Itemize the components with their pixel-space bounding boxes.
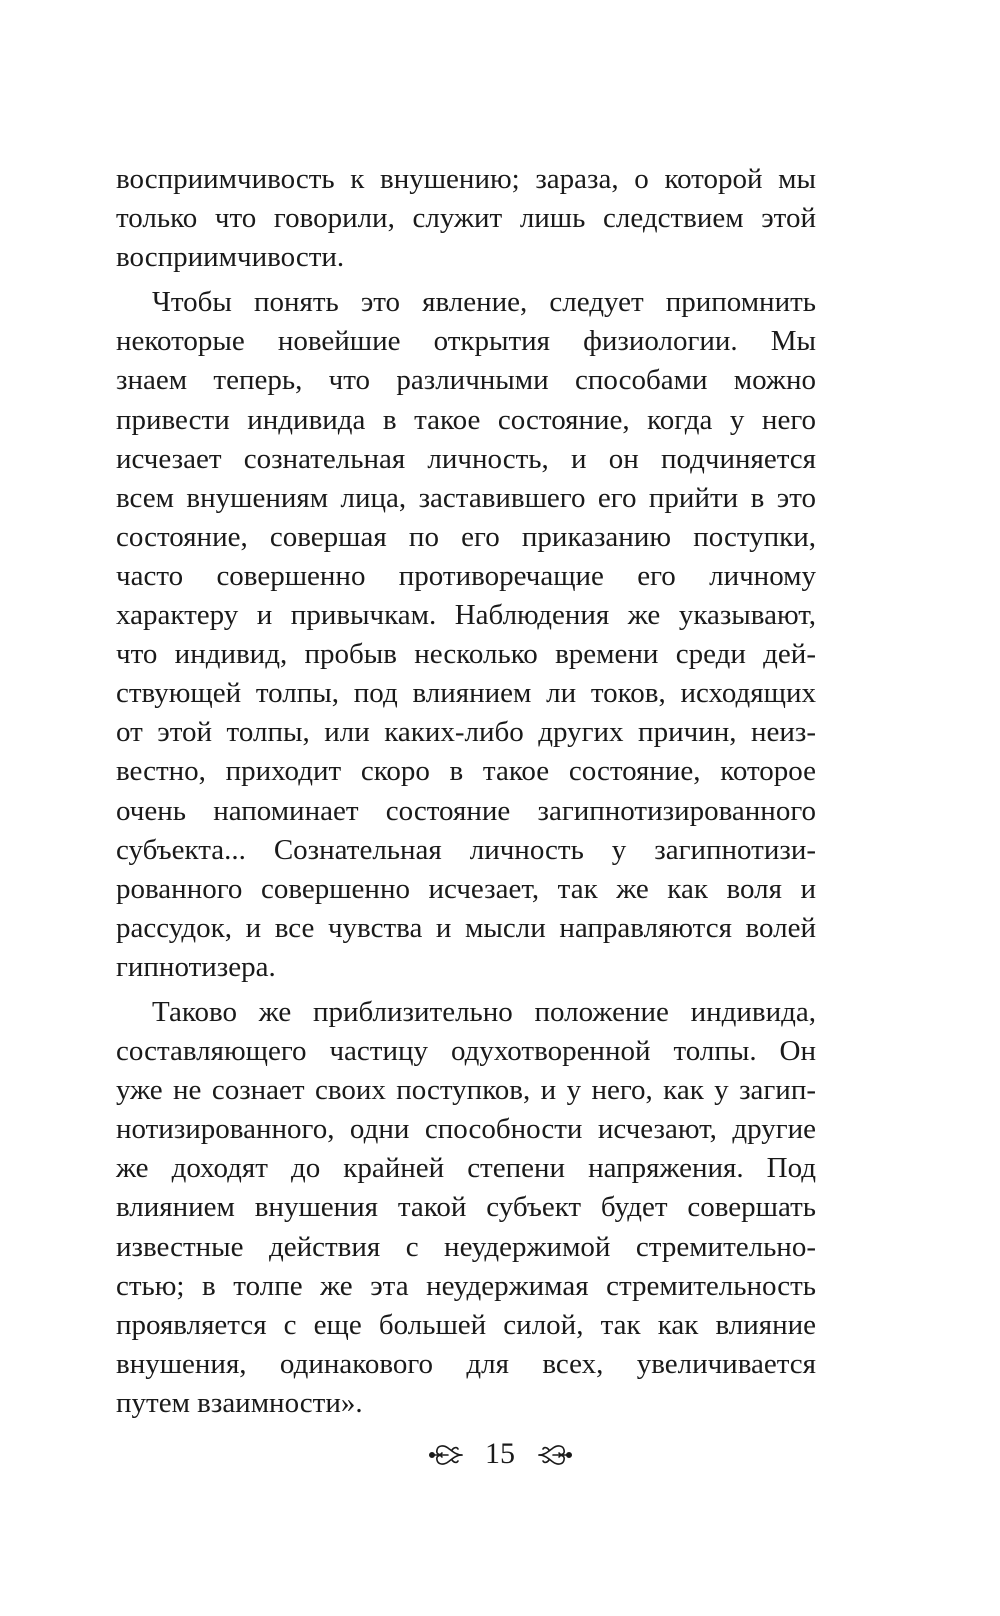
- text-line: состояние, совершая по его приказанию поступки,: [116, 520, 816, 553]
- paragraph-3: [116, 993, 816, 1423]
- fleuron-icon: [428, 1440, 464, 1468]
- paragraph-1: [116, 160, 816, 277]
- text-line: привести индивида в такое состояние, когда у него: [116, 403, 816, 436]
- fleuron-icon: [537, 1440, 573, 1468]
- text-line: проявляется с еще большей силой, так как влияние: [116, 1308, 816, 1341]
- text-line: стью; в толпе же эта неудержимая стремительность: [116, 1269, 816, 1302]
- page-number: 15: [485, 1437, 515, 1471]
- text-line: Чтобы понять это явление, следует припомнить: [152, 286, 816, 319]
- text-line: исчезает сознательная личность, и он подчиняется: [116, 442, 816, 475]
- text-line: часто совершенно противоречащие его личному: [116, 559, 816, 592]
- text-line: восприимчивость к внушению; зараза, о которой мы: [116, 163, 816, 195]
- text-line: вестно, приходит скоро в такое состояние, которое: [116, 755, 816, 788]
- text-line: субъекта... Сознательная личность у загипнотизи-: [116, 833, 816, 866]
- paragraph-2: [116, 283, 816, 987]
- text-line: всем внушениям лица, заставившего его прийти в это: [116, 481, 816, 514]
- text-line: восприимчивости.: [116, 241, 345, 274]
- text-line: очень напоминает состояние загипнотизированного: [116, 794, 816, 827]
- text-line: же доходят до крайней степени напряжения. Под: [116, 1152, 816, 1185]
- page-body: [116, 160, 816, 1429]
- text-line: что индивид, пробыв несколько времени среди дей-: [116, 638, 816, 671]
- text-line: известные действия с неудержимой стремительно-: [116, 1230, 816, 1263]
- text-line: некоторые новейшие открытия физиологии. Мы: [116, 325, 816, 358]
- text-line: рассудок, и все чувства и мысли направляются волей: [116, 911, 816, 944]
- text-line: рованного совершенно исчезает, так же как воля и: [116, 872, 816, 905]
- page-footer: [0, 1432, 1000, 1474]
- text-line: только что говорили, служит лишь следствием этой: [116, 202, 816, 235]
- text-line: от этой толпы, или каких-либо других причин, неиз-: [116, 716, 816, 749]
- text-line: нотизированного, одни способности исчезают, другие: [116, 1113, 816, 1146]
- text-line: гипнотизера.: [116, 950, 276, 983]
- text-line: путем взаимности».: [116, 1386, 363, 1419]
- text-line: внушения, одинакового для всех, увеличивается: [116, 1347, 816, 1380]
- text-line: уже не сознает своих поступков, и у него, как у загип-: [116, 1074, 816, 1107]
- text-line: Таково же приблизительно положение индивида,: [152, 995, 816, 1028]
- text-line: знаем теперь, что различными способами можно: [116, 364, 816, 397]
- text-line: составляющего частицу одухотворенной толпы. Он: [116, 1035, 816, 1068]
- text-line: ствующей толпы, под влиянием ли токов, исходящих: [116, 677, 816, 710]
- text-line: влиянием внушения такой субъект будет совершать: [116, 1191, 816, 1224]
- text-line: характеру и привычкам. Наблюдения же указывают,: [116, 599, 816, 632]
